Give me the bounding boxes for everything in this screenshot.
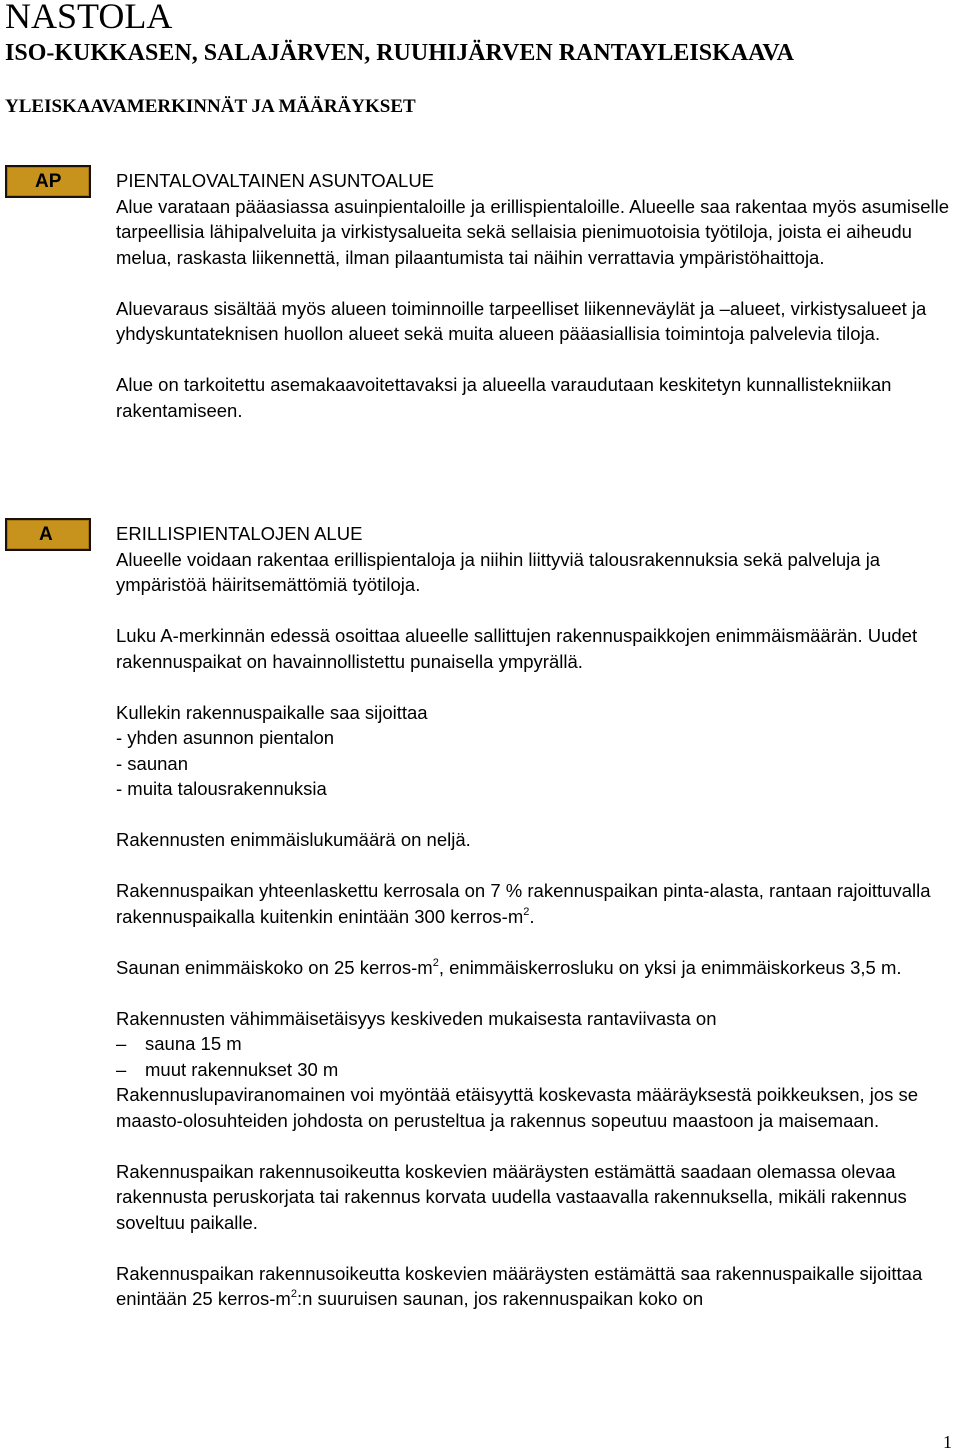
ap-heading: PIENTALOVALTAINEN ASUNTOALUE	[116, 170, 435, 191]
a-paragraph-7: Rakennuspaikan rakennusoikeutta koskevien määräysten estämättä saadaan olemassa olevaa rakennusta peruskorjata tai rakennus korvata uudella vastaavalla rakennuksella, mikäli rakennus soveltuu paikalle.	[116, 1160, 907, 1233]
a-list	[116, 700, 956, 802]
dash-bullet: –	[116, 1058, 127, 1080]
document-title: NASTOLA	[5, 0, 173, 36]
list-item: – muut rakennukset 30 m	[116, 1057, 956, 1083]
distance-exception: Rakennuslupaviranomainen voi myöntää etäisyyttä koskevasta määräyksestä poikkeuksen, jos se maasto-olosuhteiden johdosta on perusteltua ja rakennus sopeutuu maastoon ja maisemaan.	[116, 1084, 919, 1131]
a-paragraph-3: Rakennusten enimmäislukumäärä on neljä.	[116, 829, 471, 850]
a-list-intro: Kullekin rakennuspaikalle saa sijoittaa	[116, 701, 428, 723]
ap-paragraph-2: Aluevaraus sisältää myös alueen toiminnoille tarpeelliset liikenneväylät ja –alueet, virkistysalueet ja yhdyskuntateknisen huollon alueet sekä muita alueen pääasiallisia toimintoja palvelevia tiloja.	[116, 297, 927, 344]
page-number: 1	[943, 1432, 952, 1452]
ap-paragraph-3: Alue on tarkoitettu asemakaavoitettavaksi ja alueella varaudutaan keskitetyn kunnallistekniikan rakentamiseen.	[116, 374, 892, 421]
a-paragraph-8: Rakennuspaikan rakennusoikeutta koskevien määräysten estämättä saa rakennuspaikalle sijoittaa enintään 25 kerros-$m^2:n$ suuruisen saunan, jos rakennuspaikan koko on	[116, 1262, 923, 1309]
list-item: - saunan	[116, 752, 188, 774]
a-paragraph-5: Saunan enimmäiskoko on 25 kerros-$m^2$, enimmäiskerrosluku on yksi ja enimmäiskorkeus 3,5 m.	[116, 956, 902, 978]
a-paragraph-1: Alueelle voidaan rakentaa erillispientaloja ja niihin liittyviä talousrakennuksia sekä palveluja ja ympäristöä häiritsemättömiä työtiloja.	[116, 548, 881, 595]
a-paragraph-4: Rakennuspaikan yhteenlaskettu kerrosala on 7 % rakennuspaikan pinta-alasta, rantaan rajoittuvalla rakennuspaikalla kuitenkin enintään 300 kerros-$m^2$.	[116, 880, 931, 927]
ap-paragraph-1: Alue varataan pääasiassa asuinpientaloille ja erillispientaloille. Alueelle saa rakentaa myös asumiselle tarpeellisia lähipalveluita ja virkistysalueita sekä sellaisia pienimuotoisia työtiloja, joista ei aiheudu melua, raskasta liikennettä, ilman pilaantumista tai näihin verrattavia ympäristöhaittoja.	[116, 195, 949, 268]
dash-bullet: –	[116, 1033, 127, 1054]
plan-subtitle: ISO-KUKKASEN, SALAJÄRVEN, RUUHIJÄRVEN RANTAYLEISKAAVA	[5, 40, 794, 66]
ap-section	[116, 168, 956, 449]
list-item: - yhden asunnon pientalon	[116, 727, 335, 748]
ap-zone-badge: AP	[5, 165, 91, 198]
distance-intro: Rakennusten vähimmäisetäisyys keskiveden mukaisesta rantaviivasta on	[116, 1007, 717, 1029]
a-heading: ERILLISPIENTALOJEN ALUE	[116, 523, 363, 544]
list-item: - muita talousrakennuksia	[116, 778, 327, 799]
a-zone-badge: A	[5, 518, 91, 551]
list-item: – sauna 15 m	[116, 1031, 956, 1057]
a-section	[116, 521, 956, 1312]
section-heading: YLEISKAAVAMERKINNÄT JA MÄÄRÄYKSET	[5, 96, 416, 117]
a-paragraph-6	[116, 1006, 956, 1134]
a-paragraph-2: Luku A-merkinnän edessä osoittaa alueelle sallittujen rakennuspaikkojen enimmäismäärän. Uudet rakennuspaikat on havainnollistettu punaisella ympyrällä.	[116, 625, 918, 672]
